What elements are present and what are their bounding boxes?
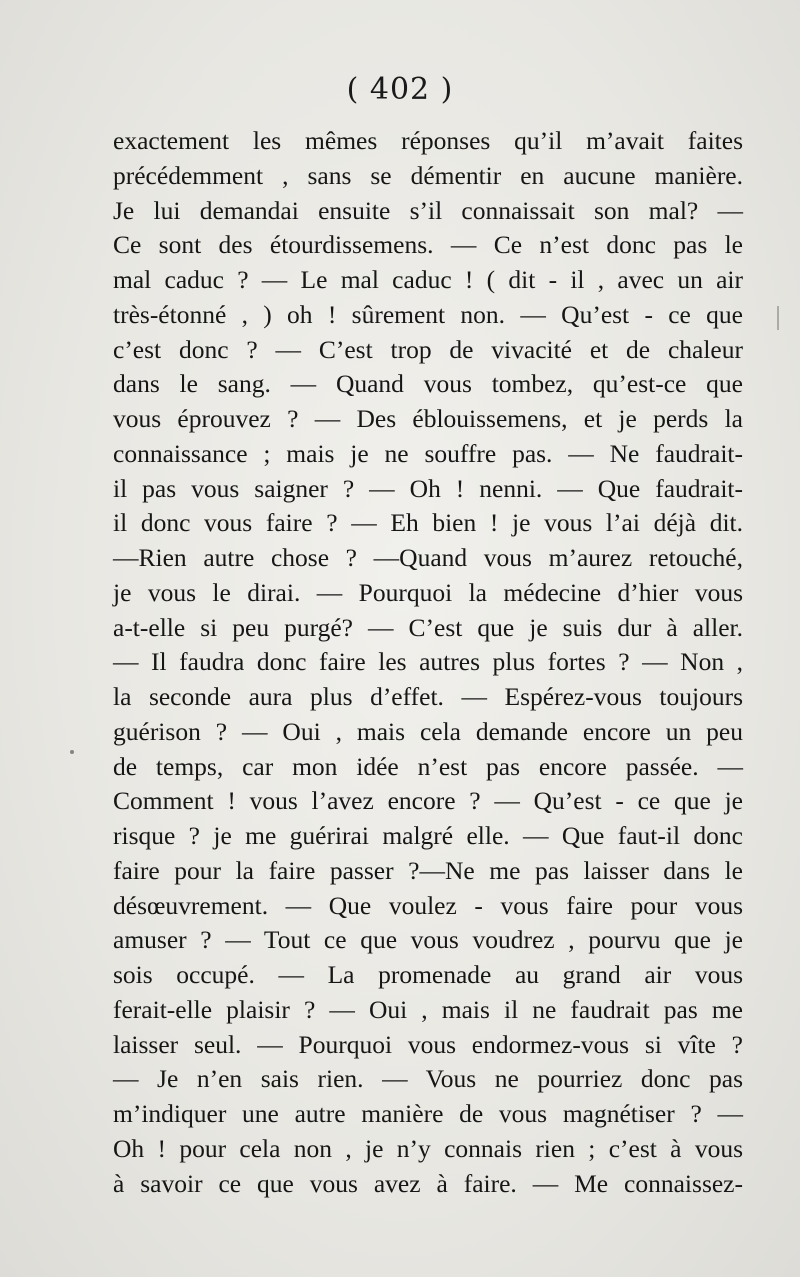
text-line: la seconde aura plus d’effet. — Espérez-vous toujours xyxy=(113,682,743,711)
text-line: exactement les mêmes réponses qu’il m’avait faites xyxy=(113,126,743,155)
text-line: désœuvrement. — Que voulez - vous faire pour vous xyxy=(113,890,743,920)
text-line: très-étonné , ) oh ! sûrement non. — Qu’est - ce que xyxy=(113,299,743,329)
text-line: c’est donc ? — C’est trop de vivacité et de chaleur xyxy=(113,334,743,364)
text-line: Je lui demandai ensuite s’il connaissait son mal? — xyxy=(113,195,743,225)
text-line: risque ? je me guérirai malgré elle. — Que faut-il donc xyxy=(113,821,743,850)
page-number: ( 402 ) xyxy=(346,72,454,107)
text-line: de temps, car mon idée n’est pas encore passée. — xyxy=(113,751,743,781)
text-line: connaissance ; mais je ne souffre pas. — Ne faudrait- xyxy=(113,438,743,468)
text-line: laisser seul. — Pourquoi vous endormez-vous si vîte ? xyxy=(113,1029,743,1059)
text-line: amuser ? — Tout ce que vous voudrez , pourvu que je xyxy=(113,925,743,955)
text-line: Comment ! vous l’avez encore ? — Qu’est - ce que je xyxy=(113,786,743,816)
text-line: précédemment , sans se démentir en aucune manière. xyxy=(113,160,743,190)
text-line: sois occupé. — La promenade au grand air vous xyxy=(113,960,743,989)
text-line: dans le sang. — Quand vous tombez, qu’est-ce que xyxy=(113,369,743,399)
text-line: guérison ? — Oui , mais cela demande encore un peu xyxy=(113,716,743,746)
text-line: mal caduc ? — Le mal caduc ! ( dit - il , avec un air xyxy=(113,265,743,294)
text-line: il donc vous faire ? — Eh bien ! je vous l’ai déjà dit. xyxy=(113,508,743,538)
text-line: il pas vous saigner ? — Oh ! nenni. — Que faudrait- xyxy=(113,473,743,503)
text-line: m’indiquer une autre manière de vous magnétiser ? — xyxy=(113,1099,743,1128)
text-line: — Il faudra donc faire les autres plus fortes ? — Non , xyxy=(113,647,743,677)
text-line: a-t-elle si peu purgé? — C’est que je suis dur à aller. xyxy=(113,612,743,642)
text-line: je vous le dirai. — Pourquoi la médecine d’hier vous xyxy=(113,577,743,607)
body-text xyxy=(113,124,743,1201)
margin-mark xyxy=(777,306,779,330)
text-line: Ce sont des étourdissemens. — Ce n’est donc pas le xyxy=(113,230,743,260)
text-line: ferait-elle plaisir ? — Oui , mais il ne faudrait pas me xyxy=(113,994,743,1024)
text-line: à savoir ce que vous avez à faire. — Me connaissez- xyxy=(113,1168,743,1198)
text-line: — Je n’en sais rien. — Vous ne pourriez donc pas xyxy=(113,1064,743,1094)
text-line: vous éprouvez ? — Des éblouissemens, et je perds la xyxy=(113,404,743,433)
text-line: faire pour la faire passer ?—Ne me pas laisser dans le xyxy=(113,855,743,885)
text-line: Oh ! pour cela non , je n’y connais rien ; c’est à vous xyxy=(113,1133,743,1163)
text-line: —Rien autre chose ? —Quand vous m’aurez retouché, xyxy=(113,543,743,572)
ink-speck xyxy=(70,750,74,754)
